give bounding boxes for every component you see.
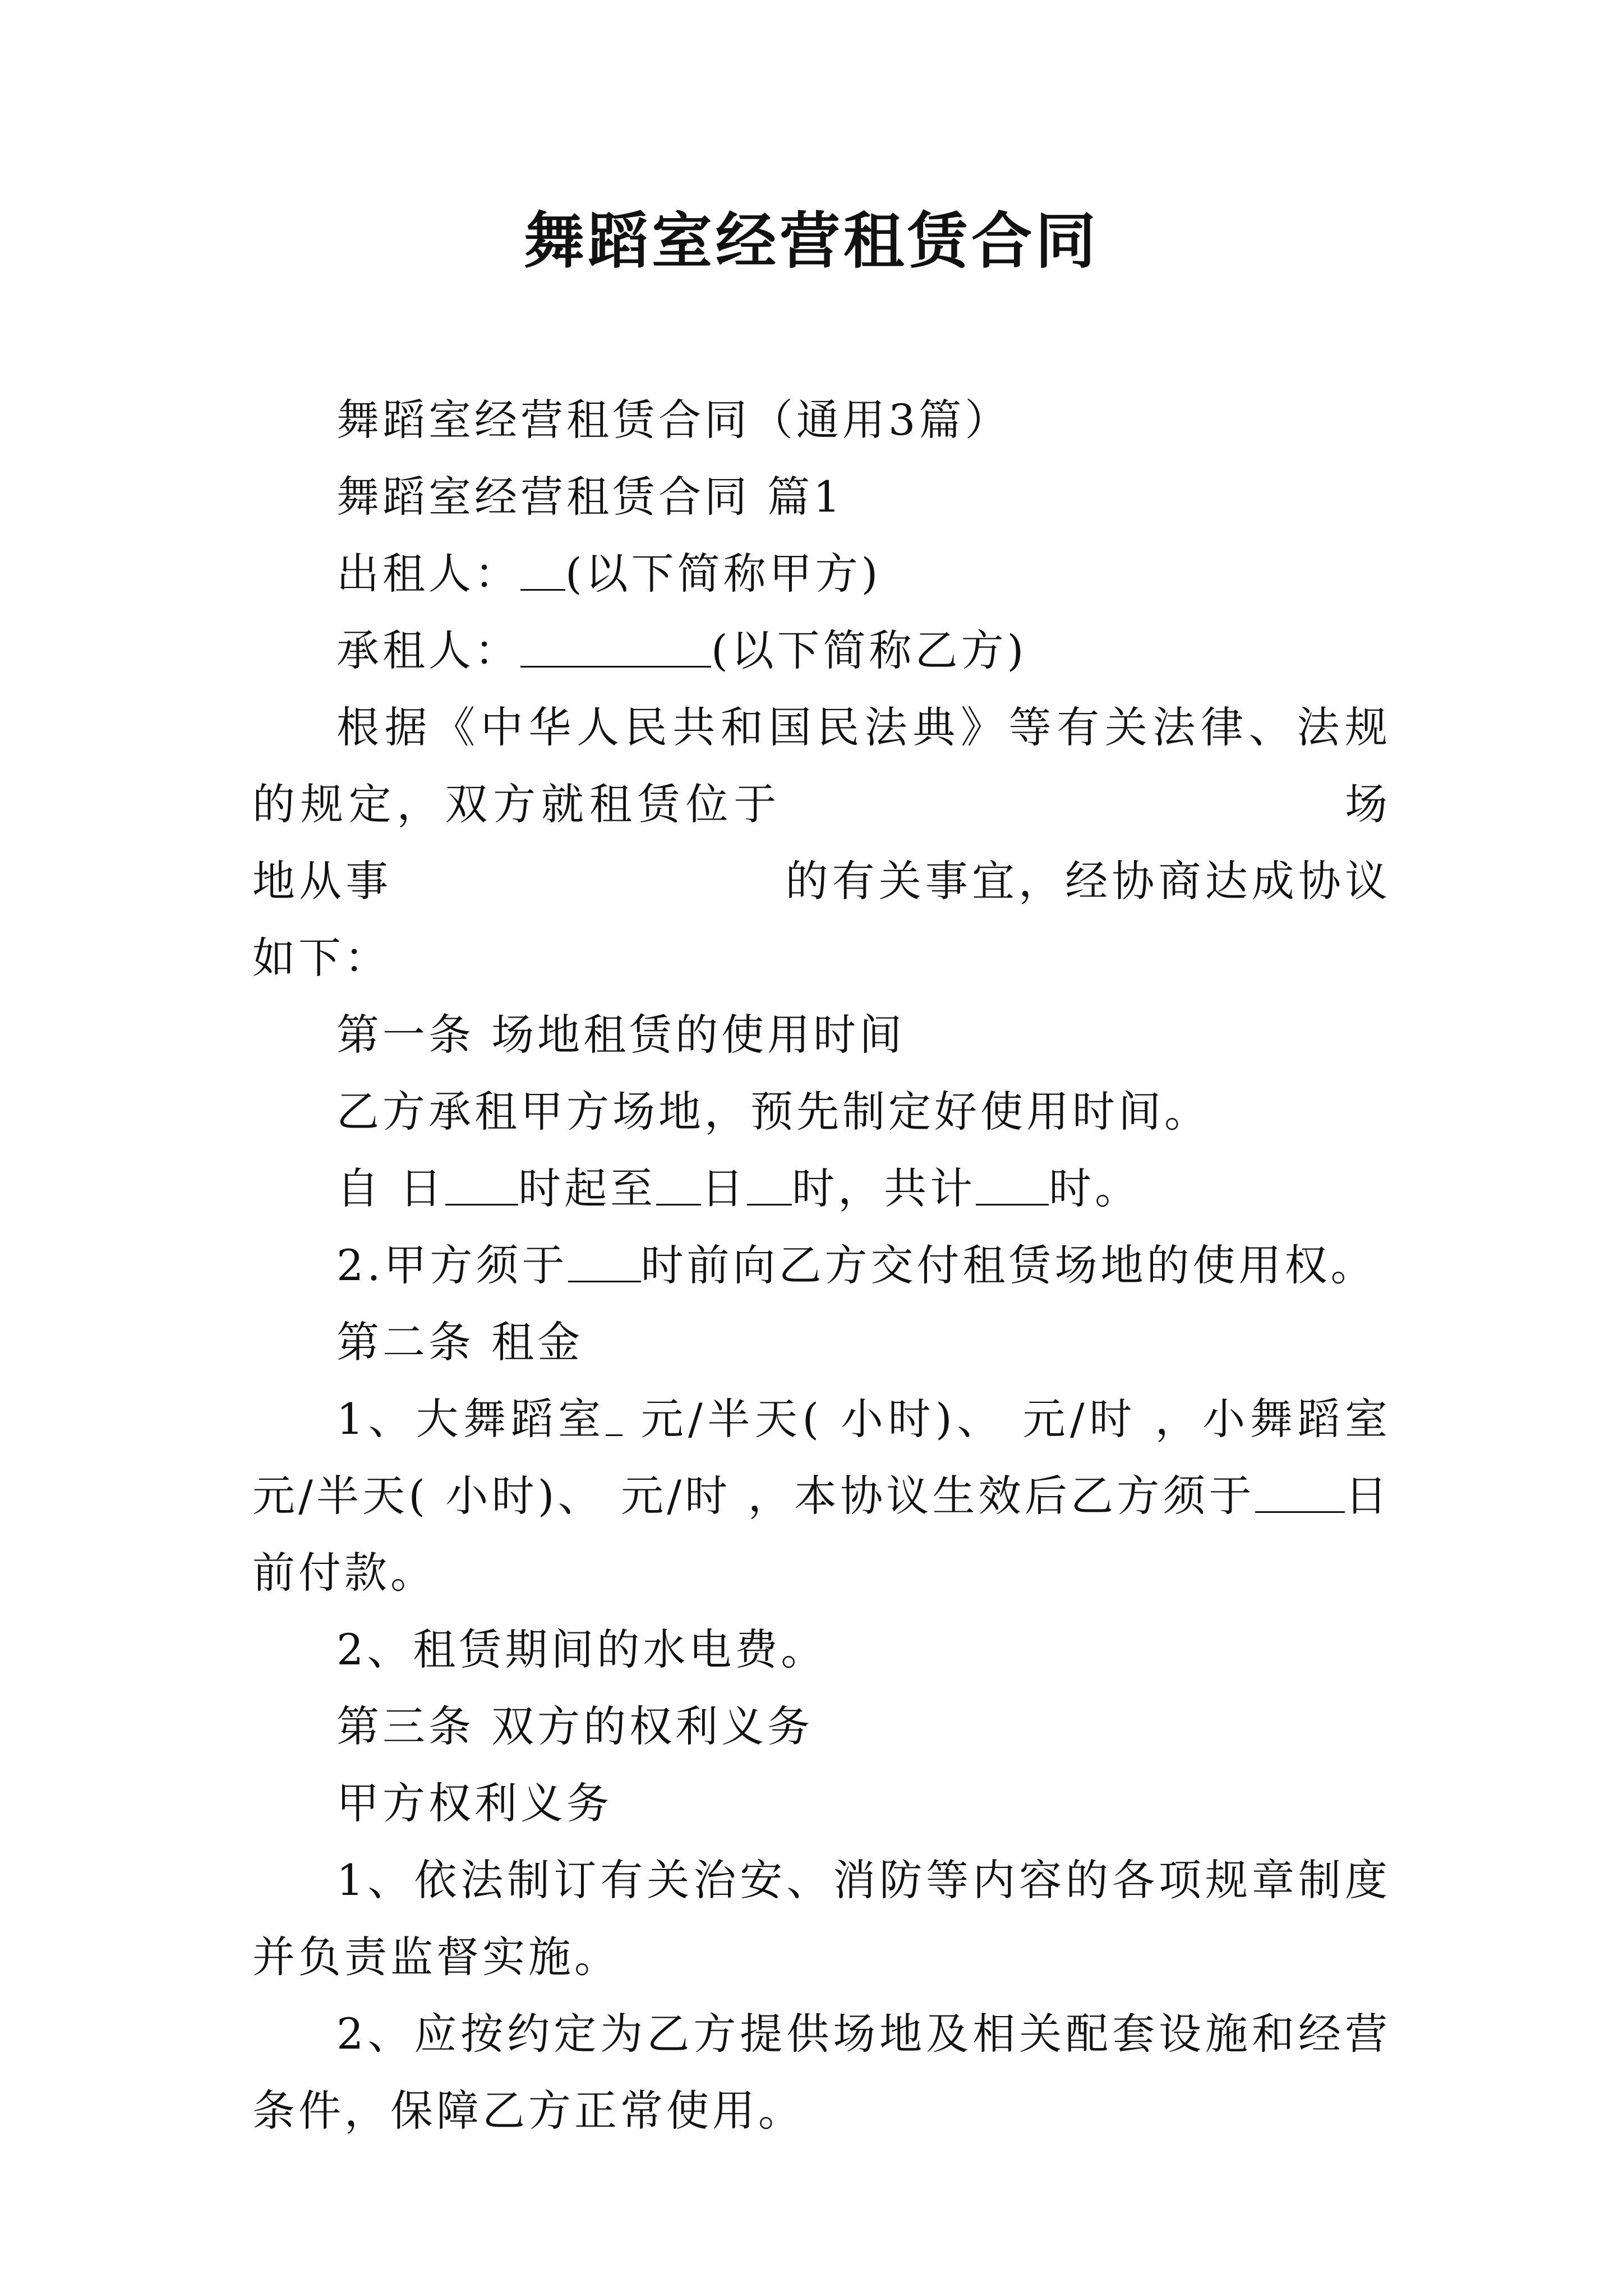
time-range-part-e: 时。 (1049, 1163, 1141, 1213)
document-body (252, 381, 1391, 2149)
article-2-heading: 第二条 租金 (336, 1317, 584, 1367)
party-a-heading: 甲方权利义务 (336, 1778, 612, 1828)
rent-part-a: 1、大舞蹈室 (336, 1394, 606, 1444)
paragraph-time-range (252, 1150, 1391, 1227)
paragraph-delivery (252, 1227, 1391, 1304)
paragraph-preamble (252, 689, 1391, 996)
blank-line (656, 1165, 701, 1205)
paragraph-part-heading: 舞蹈室经营租赁合同 篇1 (336, 472, 844, 522)
lessee-tail: (以下简称乙方) (711, 625, 1027, 675)
article-3-heading: 第三条 双方的权利义务 (336, 1701, 814, 1751)
paragraph-subtitle: 舞蹈室经营租赁合同（通用3篇） (336, 395, 1011, 445)
preamble-part-c: 的有关事宜，经协商达成协议如下： (252, 856, 1391, 983)
delivery-part-a: 2.甲方须于 (336, 1240, 568, 1290)
paragraph-party-a-duty-2: 2、应按约定为乙方提供场地及相关配套设施和经营条件，保障乙方正常使用。 (252, 2009, 1391, 2136)
rent-part-c: 日前付款。 (252, 1471, 1391, 1598)
blank-line (606, 1396, 623, 1435)
preamble-part-a: 根据《中华人民共和国民法典》等有关法律、法规的规定，双方就租赁位于 (252, 702, 1391, 829)
time-range-part-c: 日 (701, 1163, 748, 1213)
paragraph-usage-time: 乙方承租甲方场地，预先制定好使用时间。 (336, 1087, 1210, 1137)
blank-line (747, 1165, 792, 1205)
lessor-label: 出租人： (336, 549, 520, 599)
blank-line (520, 550, 565, 590)
blank-line (568, 1242, 641, 1282)
article-1-heading: 第一条 场地租赁的使用时间 (336, 1010, 906, 1060)
blank-line (976, 1165, 1049, 1205)
paragraph-rent (252, 1381, 1391, 1611)
paragraph-lessee (252, 612, 1391, 689)
paragraph-lessor (252, 535, 1391, 612)
time-range-part-b: 时起至 (518, 1163, 657, 1213)
blank-line (445, 1165, 518, 1205)
blank-line (520, 627, 711, 667)
delivery-part-b: 时前向乙方交付租赁场地的使用权。 (640, 1240, 1377, 1290)
paragraph-utilities: 2、租赁期间的水电费。 (336, 1625, 827, 1674)
time-range-part-d: 时，共计 (792, 1163, 976, 1213)
blank-line (1255, 1473, 1345, 1512)
lessor-tail: (以下简称甲方) (565, 549, 882, 599)
rent-part-b: 元/半天( 小时)、 元/时 ，小舞蹈室 元/半天( 小时)、 元/时 ，本协议生效后乙方须于 (252, 1394, 1391, 1521)
lessee-label: 承租人： (336, 625, 520, 675)
preamble-part-b: 场地从事 (252, 779, 1391, 906)
document-title: 舞蹈室经营租赁合同 (523, 206, 1099, 277)
time-range-part-a: 自 日 (336, 1163, 446, 1213)
paragraph-party-a-duty-1: 1、依法制订有关治安、消防等内容的各项规章制度并负责监督实施。 (252, 1855, 1391, 1982)
